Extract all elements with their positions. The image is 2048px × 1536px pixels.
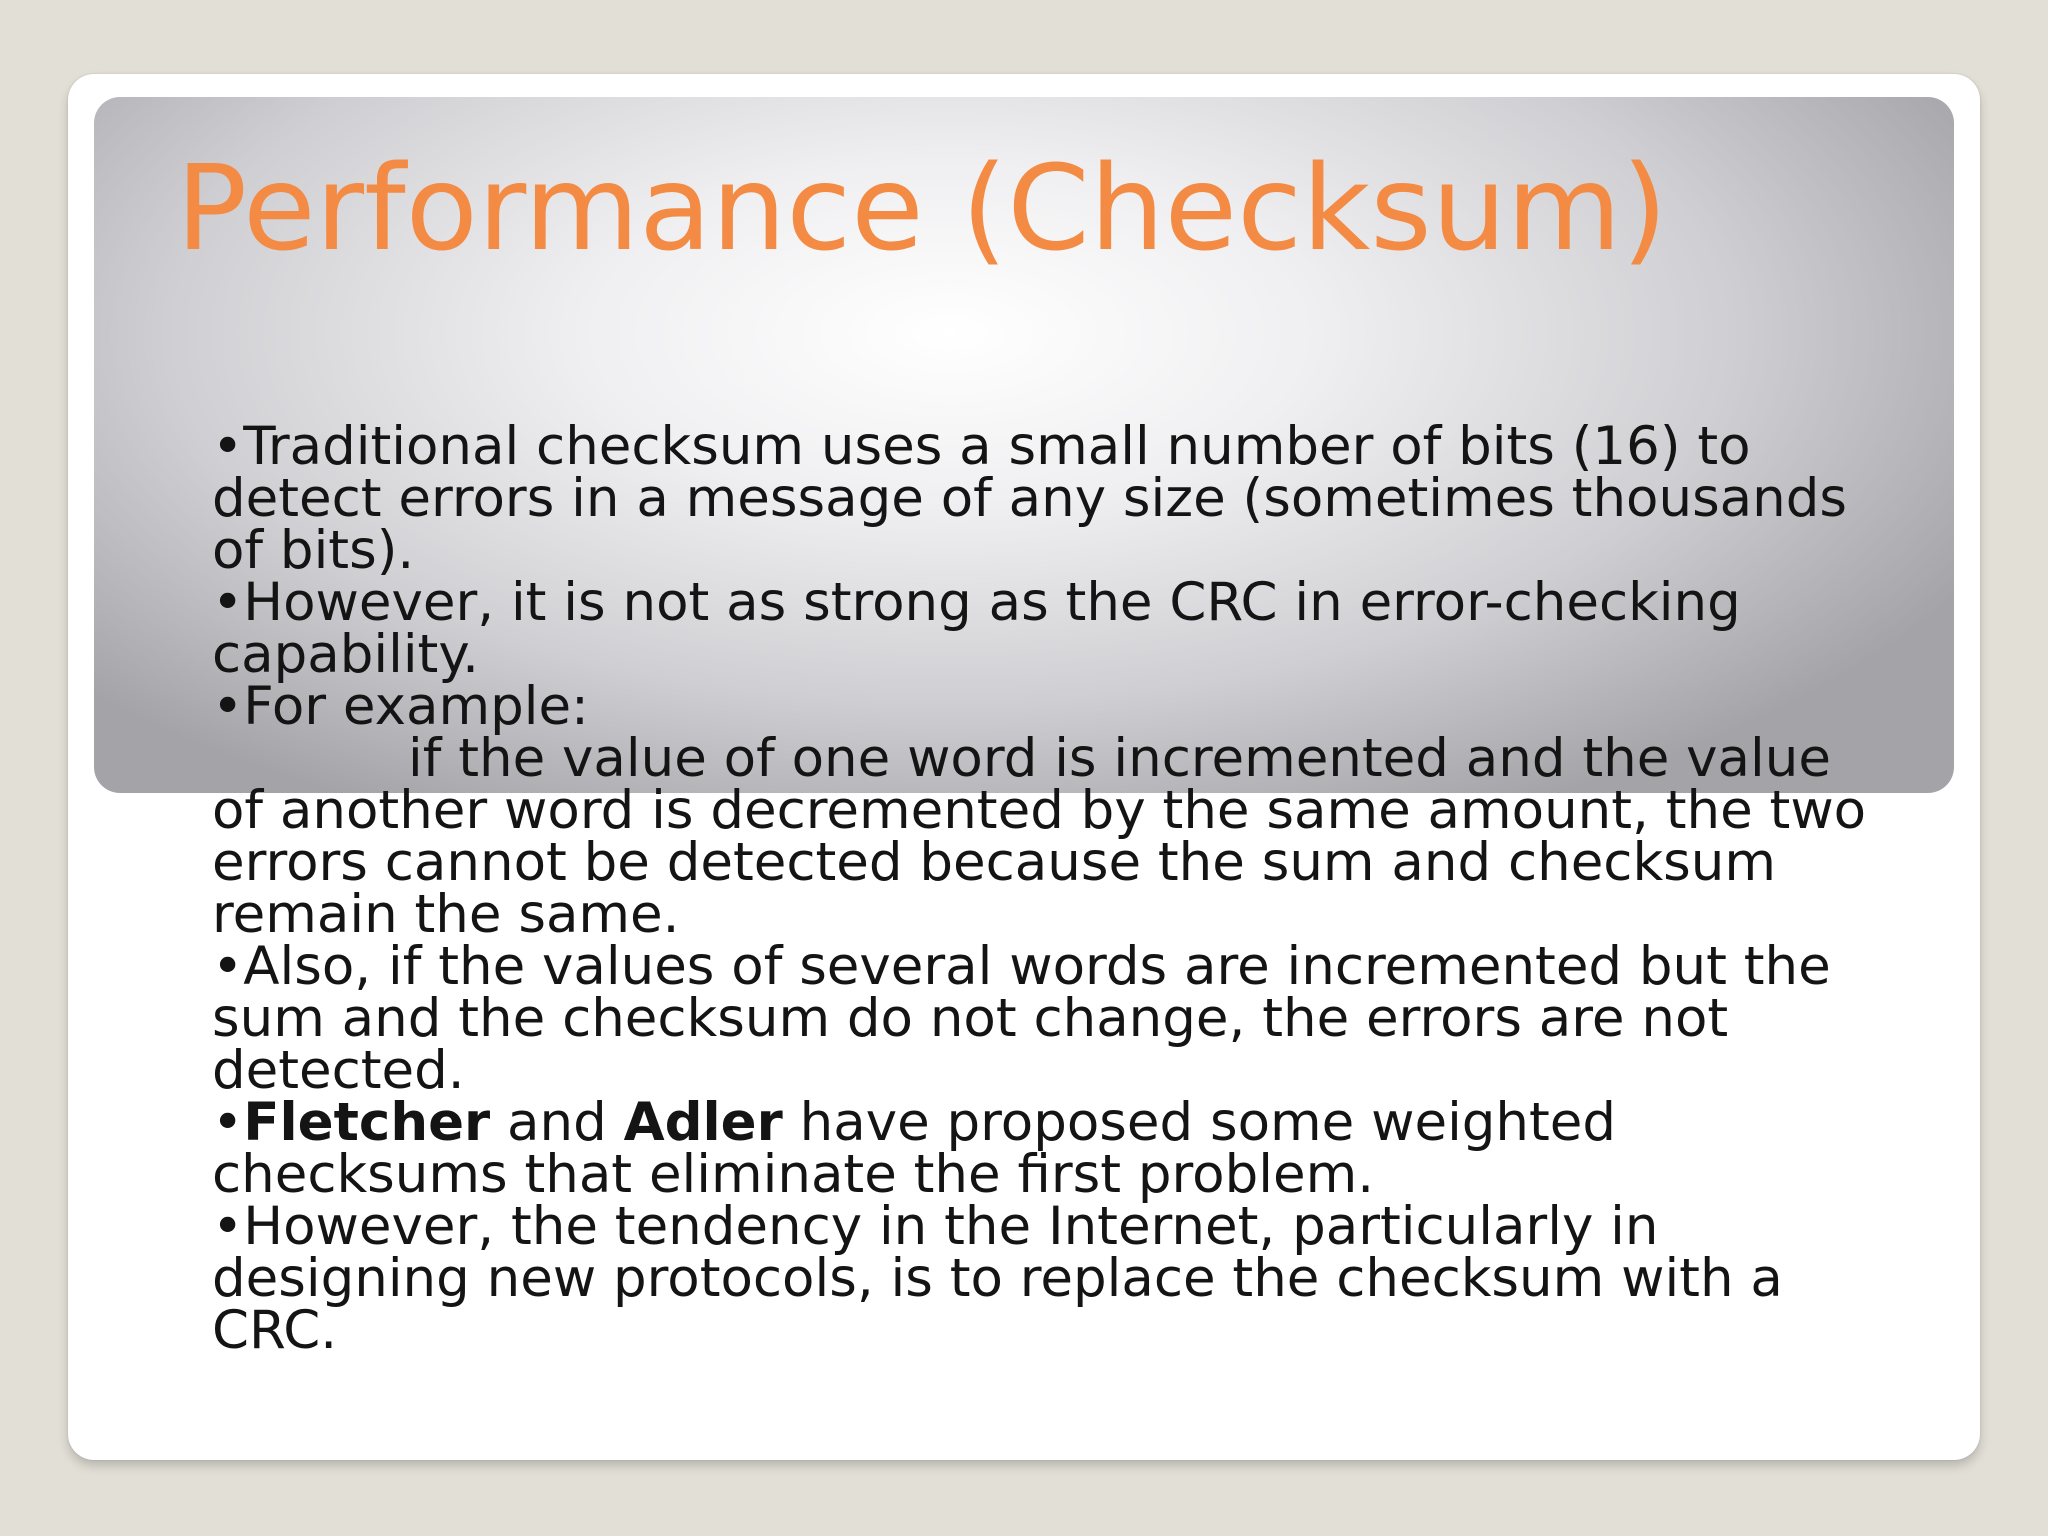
bullet-marker: • (212, 936, 244, 997)
bullet-point-2 (212, 572, 1892, 685)
bullet-point-6 (212, 1196, 1892, 1361)
example-rest: of another word is decremented by the same amount, the two errors cannot be detected because the sum and checksum remain the same. (212, 780, 1867, 945)
bullet-point-4 (212, 936, 1892, 1101)
bullet-marker: • (212, 416, 244, 477)
bullet-text: Traditional checksum uses a small number of bits (16) to detect errors in a message of any size (sometimes thousands of bits). (212, 416, 1848, 581)
bullet-point-5 (212, 1092, 1892, 1205)
example-text (212, 728, 1892, 945)
bullet-point-3 (212, 676, 1892, 737)
bullet-marker: • (212, 572, 244, 633)
bullet-marker: • (212, 676, 244, 737)
fletcher-name: Fletcher (243, 1092, 491, 1153)
conjunction-text: and (490, 1092, 624, 1153)
adler-name: Adler (623, 1092, 783, 1153)
bullet-text: For example: (243, 676, 589, 737)
bullet-marker: • (212, 1092, 244, 1153)
slide-body (212, 416, 1892, 1361)
example-line-1: if the value of one word is incremented and the value (408, 728, 1831, 789)
bullet-marker: • (212, 1196, 244, 1257)
bullet-text: have proposed some weighted checksums that eliminate the first problem. (212, 1092, 1617, 1205)
bullet-text: However, the tendency in the Internet, particularly in designing new protocols, is to replace the checksum with a CRC. (212, 1196, 1783, 1361)
bullet-text: Also, if the values of several words are incremented but the sum and the checksum do not change, the errors are not detected. (212, 936, 1831, 1101)
slide-title: Performance (Checksum) (176, 139, 1668, 277)
bullet-point-1 (212, 416, 1892, 581)
bullet-text: However, it is not as strong as the CRC in error-checking capability. (212, 572, 1741, 685)
